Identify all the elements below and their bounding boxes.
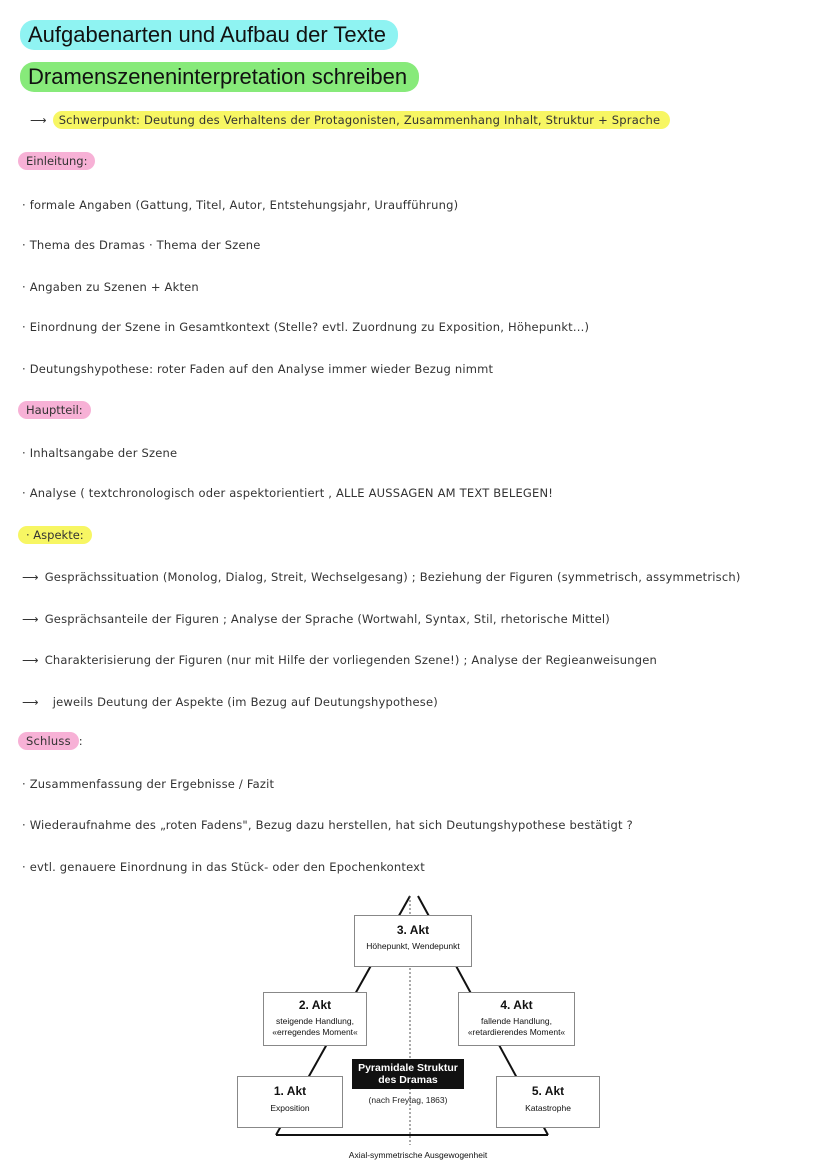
sub-title: Dramenszeneninterpretation schreiben [20,62,419,92]
schluss-item: · Zusammenfassung der Ergebnisse / Fazit [22,777,275,791]
arrow-icon: ⟶ [22,612,39,626]
arrow-icon: ⟶ [22,570,39,584]
einleitung-label: Einleitung: [18,152,95,170]
akt5-box: 5. Akt Katastrophe [496,1076,600,1128]
einleitung-item: · Deutungshypothese: roter Faden auf den Analyse immer wieder Bezug nimmt [22,362,494,376]
einleitung-item: · Angaben zu Szenen + Akten [22,280,199,294]
schluss-heading: Schluss : [18,734,83,748]
bottom-caption: Axial-symmetrische Ausgewogenheit [348,1150,488,1160]
pyramid-center-label: Pyramidale Struktur des Dramas [352,1059,464,1089]
hauptteil-item: · Inhaltsangabe der Szene [22,446,178,460]
focus-line [30,113,670,127]
akt4-box: 4. Akt fallende Handlung, «retardierendes Moment« [458,992,575,1046]
einleitung-item: · Einordnung der Szene in Gesamtkontext (Stelle? evtl. Zuordnung zu Exposition, Höhepunkt...) [22,320,590,334]
aspekte-item: ⟶ Gesprächssituation (Monolog, Dialog, Streit, Wechselgesang) ; Beziehung der Figuren (symmetrisch, assymmetrisch) [22,570,741,584]
schluss-label: Schluss [18,732,79,750]
focus-text: Schwerpunkt: Deutung des Verhaltens der Protagonisten, Zusammenhang Inhalt, Struktur + Sprache [53,111,671,129]
main-title: Aufgabenarten und Aufbau der Texte [20,20,398,50]
freytag-pyramid-diagram [232,890,604,1165]
aspekte-item: ⟶ jeweils Deutung der Aspekte (im Bezug auf Deutungshypothese) [22,695,438,709]
einleitung-item: · formale Angaben (Gattung, Titel, Autor, Entstehungsjahr, Uraufführung) [22,198,459,212]
aspekte-item: ⟶ Gesprächsanteile der Figuren ; Analyse der Sprache (Wortwahl, Syntax, Stil, rhetorische Mittel) [22,612,610,626]
arrow-icon: ⟶ [30,113,47,127]
aspekte-item: ⟶ Charakterisierung der Figuren (nur mit Hilfe der vorliegenden Szene!) ; Analyse der Regieanweisungen [22,653,658,667]
hauptteil-item: · Analyse ( textchronologisch oder aspektorientiert , ALLE AUSSAGEN AM TEXT BELEGEN! [22,486,554,500]
akt2-box: 2. Akt steigende Handlung, «erregendes Moment« [263,992,367,1046]
schluss-item: · evtl. genauere Einordnung in das Stück- oder den Epochenkontext [22,860,425,874]
schluss-item: · Wiederaufnahme des „roten Fadens", Bezug dazu herstellen, hat sich Deutungshypothese bestätigt ? [22,818,633,832]
akt1-box: 1. Akt Exposition [237,1076,343,1128]
arrow-icon: ⟶ [22,695,39,709]
akt3-box: 3. Akt Höhepunkt, Wendepunkt [354,915,472,967]
einleitung-item: · Thema des Dramas · Thema der Szene [22,238,261,252]
source-note: (nach Freytag, 1863) [368,1095,448,1105]
arrow-icon: ⟶ [22,653,39,667]
hauptteil-label: Hauptteil: [18,401,91,419]
aspekte-label: · Aspekte: [18,526,92,544]
